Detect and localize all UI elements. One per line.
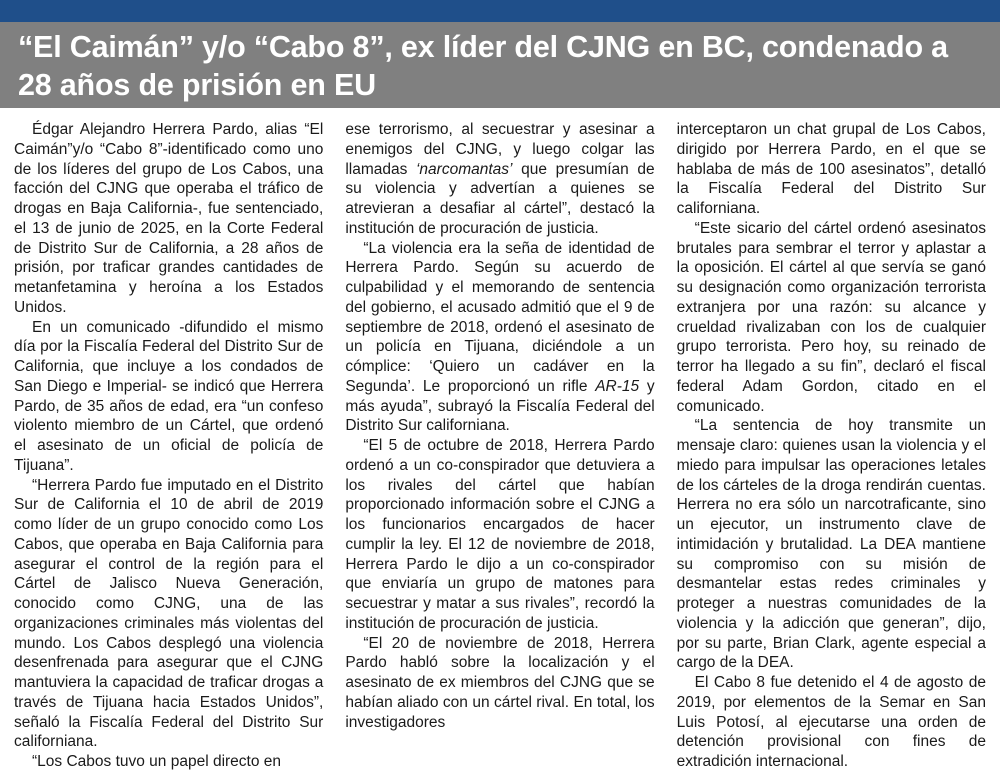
paragraph	[345, 120, 654, 239]
paragraph: Édgar Alejandro Herrera Pardo, alias “El Caimán”y/o “Cabo 8”-identificado como uno de los líderes del grupo de Los Cabos, una facción del CJNG que operaba el tráfico de drogas en Baja California-, fue sentenciado, el 13 de junio de 2025, en la Corte Federal de Distrito Sur de California, a 28 años de prisión, por traficar grandes cantidades de metanfetamina y heroína a los Estados Unidos.	[14, 121, 324, 316]
paragraph: interceptaron un chat grupal de Los Cabos, dirigido por Herrera Pardo, en el que se hablaba de más de 100 asesinatos”, detalló la Fiscalía Federal del Distrito Sur californiana.	[676, 121, 986, 217]
paragraph: En un comunicado -difundido el mismo día por la Fiscalía Federal del Distrito Sur de California, que incluye a los condados de San Diego e Imperial- se indicó que Herrera Pardo, de 35 años de edad, era “un confeso violento miembro de un Cártel, que ordenó el asesinato de un oficial de policía de Tijuana”.	[14, 318, 324, 474]
text-run: que presumían de su violencia y advertían a quienes se atrevieran a desafiar al cártel”, destacó la institución de procuración de justicia.	[345, 160, 655, 237]
paragraph: “La sentencia de hoy transmite un mensaje claro: quienes usan la violencia y el miedo para impulsar las operaciones letales de los cárteles de la droga rendirán cuentas. Herrera no era sólo un narcotraficante, sino un ejecutor, un instrumento clave de intimidación y brutalidad. La DEA mantiene su compromiso con su misión de desmantelar estas redes criminales y proteger a nuestras comunidades de la violencia y la adicción que generan”, dijo, por su parte, Brian Clark, agente especial a cargo de la DEA.	[676, 417, 986, 672]
article-column-3	[676, 120, 986, 770]
article-body	[14, 120, 986, 770]
paragraph	[345, 239, 654, 437]
headline-band	[0, 22, 1000, 108]
italic-term: AR-15	[595, 377, 640, 395]
text-run: y más ayuda”, subrayó la Fiscalía Federal del Distrito Sur californiana.	[345, 377, 655, 435]
article-headline: “El Caimán” y/o “Cabo 8”, ex líder del CJNG en BC, condenado a 28 años de prisión en EU	[18, 30, 948, 102]
article-column-1	[14, 120, 324, 770]
article-column-2	[345, 120, 654, 740]
paragraph: “Los Cabos tuvo un papel directo en	[32, 753, 282, 770]
paragraph: “Este sicario del cártel ordenó asesinatos brutales para sembrar el terror y aplastar a la oposición. El cártel al que servía se ganó su designación como organización terrorista extranjera por una razón: su alcance y crueldad rivalizaban con los de cualquier grupo terrorista. Pero hoy, su reinado de terror ha llegado a su fin”, declaró el fiscal federal Adam Gordon, citado en el comunicado.	[676, 219, 986, 415]
text-run: ese terrorismo, al secuestrar y asesinar a enemigos del CJNG, y luego colgar las llamadas	[345, 121, 655, 178]
paragraph: “El 20 de noviembre de 2018, Herrera Pardo habló sobre la localización y el asesinato de ex miembros del CJNG que se habían aliado con un cártel rival. En total, los investigadores	[345, 634, 655, 731]
top-color-band	[0, 0, 1000, 22]
paragraph: El Cabo 8 fue detenido el 4 de agosto de 2019, por elementos de la Semar en San Luis Potosí, al ejecutarse una orden de detención provisional con fines de extradición internacional.	[676, 674, 986, 770]
text-run: “La violencia era la seña de identidad de Herrera Pardo. Según su acuerdo de culpabilidad y el memorando de sentencia del gobierno, el acusado admitió que el 9 de septiembre de 2018, ordenó el asesinato de un policía en Tijuana, diciéndole a un cómplice: ‘Quiero un cadáver en la Segunda’. Le proporcionó un rifle	[345, 239, 655, 395]
paragraph: “El 5 de octubre de 2018, Herrera Pardo ordenó a un co-conspirador que detuviera a los rivales del cártel que habían proporcionado información sobre el CJNG a los funcionarios encargados de hacer cumplir la ley. El 12 de noviembre de 2018, Herrera Pardo le dijo a un co-conspirador que enviaría un grupo de matones para secuestrar y matar a sus rivales”, recordó la institución de procuración de justicia.	[345, 437, 655, 632]
italic-term: ‘narcomantas’	[415, 160, 513, 178]
paragraph: “Herrera Pardo fue imputado en el Distrito Sur de California el 10 de abril de 2019 como líder de un grupo conocido como Los Cabos, que operaba en Baja California para asegurar el control de la región para el Cártel de Jalisco Nueva Generación, conocido como CJNG, una de las organizaciones criminales más violentas del mundo. Los Cabos desplegó una violencia desenfrenada para asegurar que el CJNG mantuviera la capacidad de traficar drogas a través de Tijuana hacia Estados Unidos”, señaló la Fiscalía Federal del Distrito Sur californiana.	[14, 476, 324, 751]
